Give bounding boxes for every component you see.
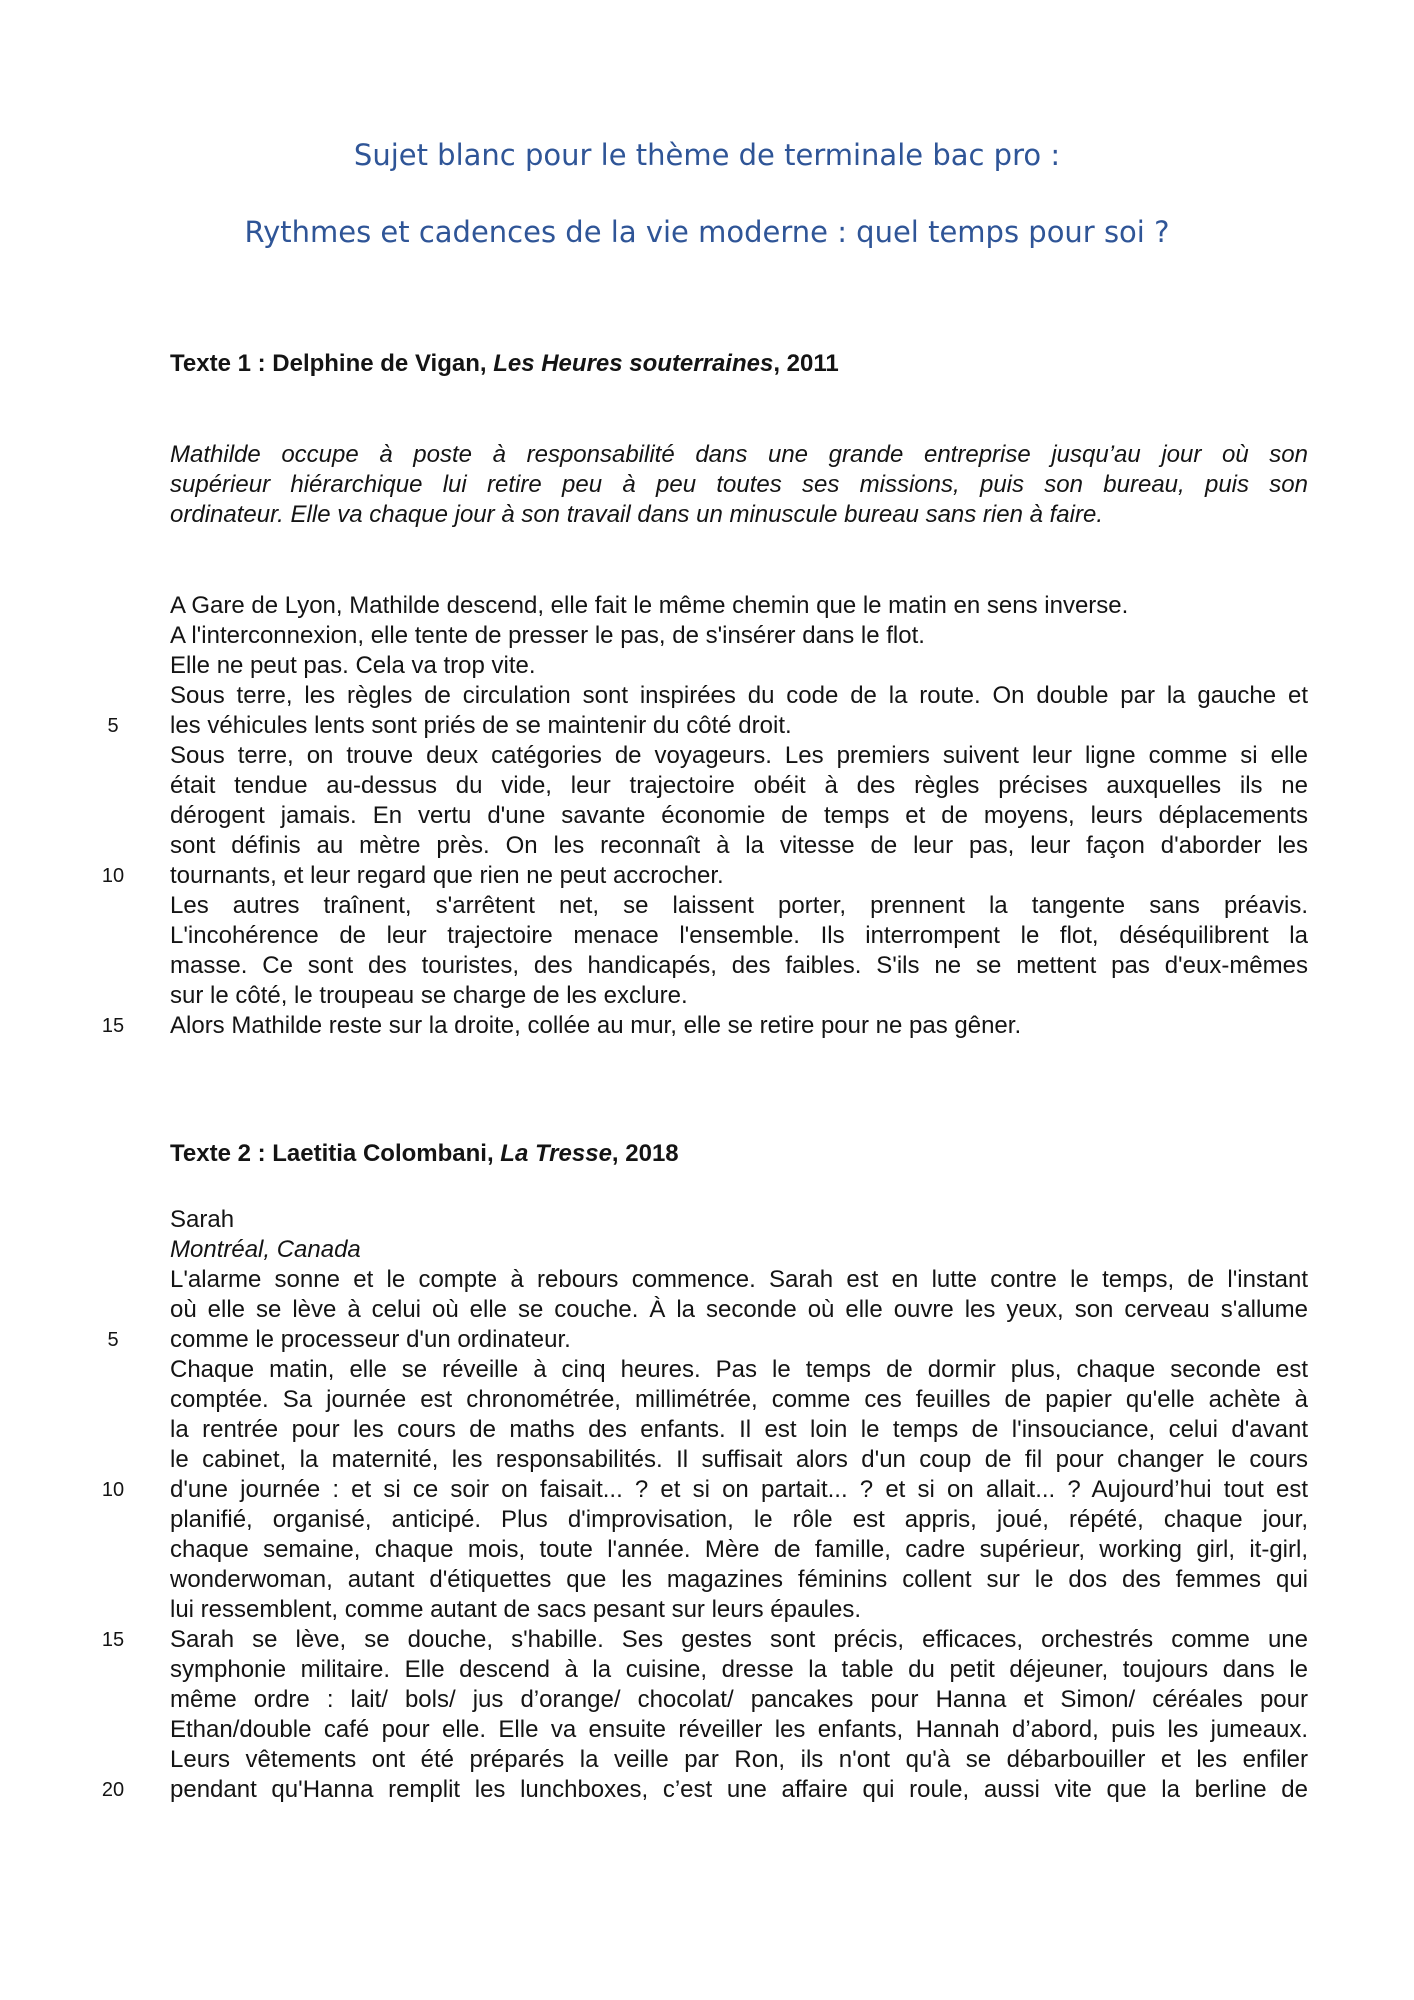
text2-location: Montréal, Canada [170,1236,361,1263]
text1-book-title: Les Heures souterraines [493,350,774,377]
text1-body-line: Sous terre, les règles de circulation sont inspirées du code de la route. On double par la gauche et [170,682,1308,709]
line-number: 5 [107,715,119,737]
text2-body-line: d'une journée : et si ce soir on faisait... ? et si on partait... ? et si on allait... ? Aujourd’hui tout est [170,1476,1308,1503]
text2-body-line: Chaque matin, elle se réveille à cinq heures. Pas le temps de dormir plus, chaque seconde est [170,1356,1308,1383]
line-number: 10 [101,865,125,887]
text1-body-line: Les autres traînent, s'arrêtent net, se laissent porter, prennent la tangente sans préavis. [170,892,1308,919]
text2-body-line: symphonie militaire. Elle descend à la cuisine, dresse la table du petit déjeuner, toujours dans le [170,1656,1308,1683]
text1-heading [170,350,839,378]
text1-body-line: sur le côté, le troupeau se charge de les exclure. [170,982,688,1009]
text2-body-line: chaque semaine, chaque mois, toute l'année. Mère de famille, cadre supérieur, working girl, it-girl, [170,1536,1308,1563]
text2-body-line: Ethan/double café pour elle. Elle va ensuite réveiller les enfants, Hannah d’abord, puis les jumeaux. [170,1716,1308,1743]
text1-body-line: A l'interconnexion, elle tente de presser le pas, de s'insérer dans le flot. [170,622,925,649]
text1-body-line: A Gare de Lyon, Mathilde descend, elle fait le même chemin que le matin en sens inverse. [170,592,1129,619]
text1-body-line: sont définis au mètre près. On les reconnaît à la vitesse de leur pas, leur façon d'aborder les [170,832,1308,859]
text1-body-line: était tendue au-dessus du vide, leur trajectoire obéit à des règles précises auxquelles ils ne [170,772,1308,799]
text2-heading [170,1140,679,1168]
text1-intro-line: Mathilde occupe à poste à responsabilité dans une grande entreprise jusqu’au jour où son [170,441,1308,468]
text2-character-name: Sarah [170,1206,235,1233]
text2-body-line: L'alarme sonne et le compte à rebours commence. Sarah est en lutte contre le temps, de l'instant [170,1266,1308,1293]
text2-body-line: le cabinet, la maternité, les responsabilités. Il suffisait alors d'un coup de fil pour changer le cours [170,1446,1308,1473]
text2-body-line: Sarah se lève, se douche, s'habille. Ses gestes sont précis, efficaces, orchestrés comme une [170,1626,1308,1653]
text2-body-line: comptée. Sa journée est chronométrée, millimétrée, comme ces feuilles de papier qu'elle achète à [170,1386,1308,1413]
text2-body-line: pendant qu'Hanna remplit les lunchboxes, c’est une affaire qui roule, aussi vite que la berline de [170,1776,1308,1803]
line-number: 20 [101,1779,125,1801]
text1-body-line: les véhicules lents sont priés de se maintenir du côté droit. [170,712,792,739]
document-title-line-2: Rythmes et cadences de la vie moderne : quel temps pour soi ? [244,215,1170,249]
text2-heading-prefix: Texte 2 : Laetitia Colombani, [170,1140,501,1167]
text2-body-line: lui ressemblent, comme autant de sacs pesant sur leurs épaules. [170,1596,862,1623]
text2-body-line: où elle se lève à celui où elle se couche. À la seconde où elle ouvre les yeux, son cerveau s'allume [170,1296,1308,1323]
line-number: 15 [101,1629,125,1651]
text1-body-line: L'incohérence de leur trajectoire menace l'ensemble. Ils interrompent le flot, déséquilibrent la [170,922,1308,949]
text2-body-line: même ordre : lait/ bols/ jus d’orange/ chocolat/ pancakes pour Hanna et Simon/ céréales pour [170,1686,1308,1713]
text1-heading-suffix: , 2011 [773,350,839,377]
line-number: 15 [101,1015,125,1037]
text1-body-line: masse. Ce sont des touristes, des handicapés, des faibles. S'ils ne se mettent pas d'eux-mêmes [170,952,1308,979]
text1-body-line: Alors Mathilde reste sur la droite, collée au mur, elle se retire pour ne pas gêner. [170,1012,1022,1039]
text2-body-line: la rentrée pour les cours de maths des enfants. Il est loin le temps de l'insouciance, celui d'avant [170,1416,1308,1443]
text1-intro-line: ordinateur. Elle va chaque jour à son travail dans un minuscule bureau sans rien à faire. [170,501,1103,528]
document-title-line-1: Sujet blanc pour le thème de terminale bac pro : [353,138,1061,172]
text2-body-line: wonderwoman, autant d'étiquettes que les magazines féminins collent sur le dos des femmes qui [170,1566,1308,1593]
text1-body-line: tournants, et leur regard que rien ne peut accrocher. [170,862,724,889]
text2-body-line: comme le processeur d'un ordinateur. [170,1326,571,1353]
text2-body-line: planifié, organisé, anticipé. Plus d'improvisation, le rôle est appris, joué, répété, chaque jour, [170,1506,1308,1533]
text1-heading-prefix: Texte 1 : Delphine de Vigan, [170,350,494,377]
text2-heading-suffix: , 2018 [611,1140,679,1167]
text1-body-line: Elle ne peut pas. Cela va trop vite. [170,652,536,679]
line-number: 5 [107,1329,119,1351]
text1-body-line: Sous terre, on trouve deux catégories de voyageurs. Les premiers suivent leur ligne comme si elle [170,742,1308,769]
text1-intro-line: supérieur hiérarchique lui retire peu à peu toutes ses missions, puis son bureau, puis son [170,471,1308,498]
text1-body-line: dérogent jamais. En vertu d'une savante économie de temps et de moyens, leurs déplacements [170,802,1308,829]
text2-book-title: La Tresse [500,1140,612,1167]
text2-body-line: Leurs vêtements ont été préparés la veille par Ron, ils n'ont qu'à se débarbouiller et les enfiler [170,1746,1308,1773]
line-number: 10 [101,1479,125,1501]
